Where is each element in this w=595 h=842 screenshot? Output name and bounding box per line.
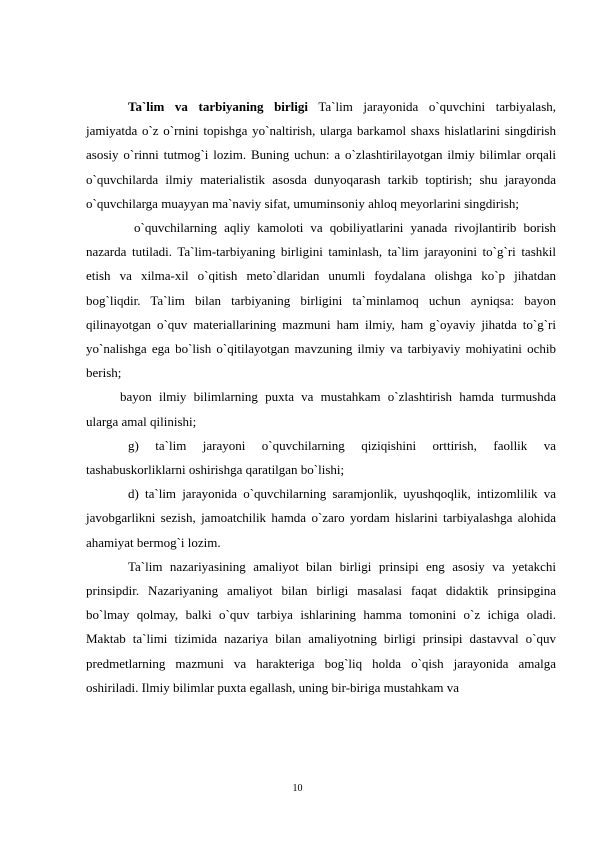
list-item-d: [86, 482, 556, 555]
paragraph-text: Ta`lim nazariyasining amaliyot bilan birligi prinsipi eng asosiy va yetakchi prinsipdir. Nazariyaning amaliyot bilan birligi masalasi faqat didaktik prinsipgina bo`lmay qolmay, balki o`quv tarbiya ishlarining hamma tomonini o`z ichiga oladi. Maktab ta`limi tizimida nazariya bilan amaliyotning birligi prinsipi dastavval o`quv predmetlarning mazmuni va harakteriga bog`liq holda o`qish jarayonida amalga oshiriladi. Ilmiy bilimlar puxta egallash, uning bir-biriga mustahkam va: [86, 558, 556, 695]
paragraph-text: g) ta`lim jarayoni o`quvchilarning qiziqishini orttirish, faollik va tashabuskorliklarni oshirishga qaratilgan bo`lishi;: [86, 437, 556, 478]
paragraph-theory-and-practice: [86, 555, 556, 700]
paragraph-text: Ta`lim jarayonida o`quvchini tarbiyalash, jamiyatda o`z o`rnini topishga yo`naltirish, ularga barkamol shaxs hislatlarini singdirish asosiy o`rinni tutmog`i lozim. Buning uchun: a o`zlashtirilayotgan ilmiy bilimlar orqali o`quvchilarda ilmiy materialistik asosda dunyoqarash tarkib toptirish; shu jarayonda o`quvchilarga muayyan ma`naviy sifat, umuminsoniy ahloq meyorlarini singdirish;: [86, 99, 557, 211]
body-text: [86, 95, 556, 700]
page-number: 10: [292, 783, 303, 794]
paragraph-mental-development: [86, 216, 556, 385]
paragraph-knowledge-mastery: [86, 385, 556, 433]
section-heading: Ta`lim va tarbiyaning birligi: [128, 99, 309, 114]
paragraph-text: bayon ilmiy bilimlarning puxta va mustahkam o`zlashtirish hamda turmushda ularga amal qilinishi;: [86, 389, 556, 429]
paragraph-text: d) ta`lim jarayonida o`quvchilarning saramjonlik, uyushqoqlik, intizomlilik va javobgarlikni sezish, jamoatchilik hamda o`zaro yordam hislarini tarbiyalashga alohida ahamiyat bermog`i lozim.: [86, 486, 556, 550]
list-item-g: [86, 434, 556, 482]
paragraph-text: o`quvchilarning aqliy kamoloti va qobiliyatlarini yanada rivojlantirib borish nazarda tutiladi. Ta`lim-tarbiyaning birligini taminlash, ta`lim jarayonini to`g`ri tashkil etish va xilma-xil o`qitish meto`dlaridan unumli foydalana olishga ko`p jihatdan bog`liqdir. Ta`lim bilan tarbiyaning birligini ta`minlamoq uchun ayniqsa: bayon qilinayotgan o`quv materiallarining mazmuni ham ilmiy, ham g`oyaviy jihatda to`g`ri yo`nalishga ega bo`lish o`qitilayotgan mavzuning ilmiy va tarbiyaviy mohiyatini ochib berish;: [86, 220, 556, 381]
paragraph-education-and-upbringing: [86, 95, 556, 216]
